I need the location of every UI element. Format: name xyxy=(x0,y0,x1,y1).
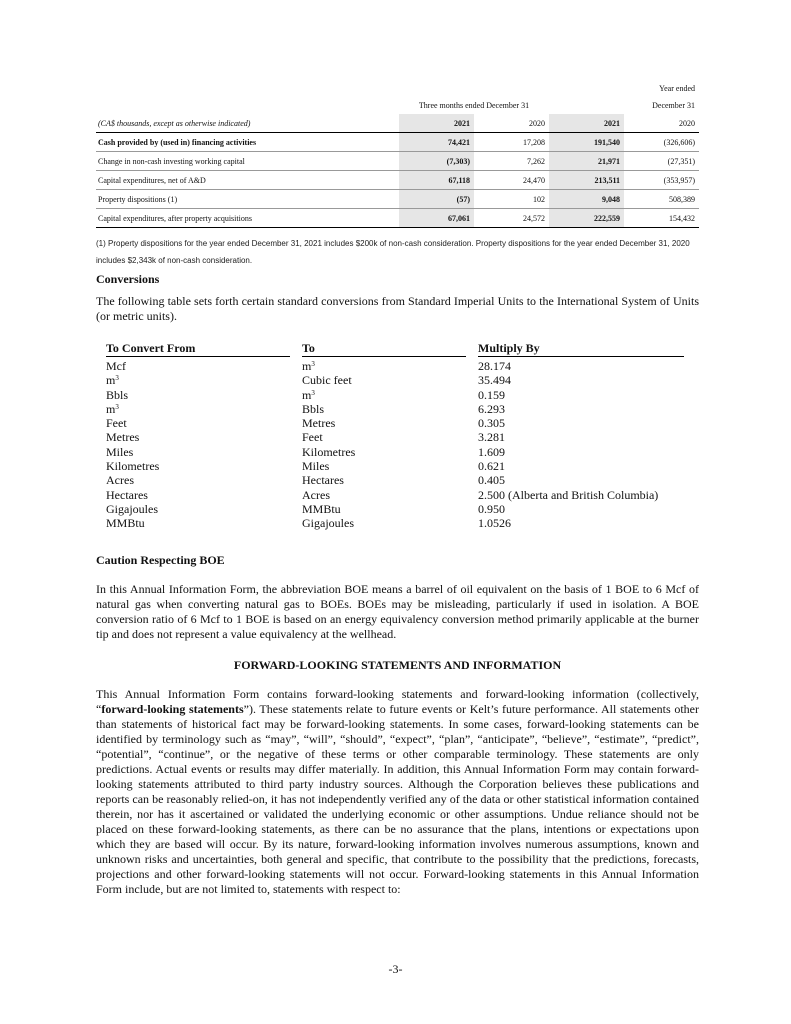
text-after: ”). These statements relate to future events or Kelt’s future performance. All statements other than statements of historical fact may be forward-looking statements. In some cases, forward-looking statements can be identified by terminology such as “may”, “will”, “should”, “expect”, “plan”, “anticipate”, “believe”, “estimate”, “predict”, “potential”, “continue”, or the negative of these terms or other comparable terminology. These statements are only predictions. Actual events or results may differ materially. In addition, this Annual Information Form may contain forward-looking statements attributed to third party industry sources. Although the Corporation believes these publications and reports can be reasonably relied-on, it has not independently verified any of the data or other statistical information contained therein, nor has it ascertained or validated the underlying economic or other assumptions. Undue reliance should not be placed on these forward-looking statements, as there can be no assurance that the plans, intentions or expectations upon which they are based will occur. By its nature, forward-looking information involves numerous assumptions, known and unknown risks and uncertainties, both general and specific, that contribute to the possibility that the predictions, forecasts, projections and other forward-looking statements will not occur. Forward-looking statements in this Annual Information Form include, but are not limited to, statements with respect to: xyxy=(96,702,699,896)
multiply-by-text: 0.305 xyxy=(478,416,505,431)
conversion-row xyxy=(106,416,688,430)
convert-from-text: Acres xyxy=(106,473,134,488)
convert-to xyxy=(302,416,478,430)
cell-value: 67,118 xyxy=(399,171,474,190)
units-label: (CA$ thousands, except as otherwise indicated) xyxy=(96,114,399,133)
convert-to xyxy=(302,445,478,459)
multiply-by xyxy=(478,416,688,430)
convert-to xyxy=(302,502,478,516)
convert-to xyxy=(302,473,478,487)
convert-from xyxy=(106,445,302,459)
conversion-row xyxy=(106,359,688,373)
column-header: 2021 xyxy=(549,114,624,133)
multiply-by xyxy=(478,430,688,444)
convert-to xyxy=(302,402,478,416)
convert-to-text: Cubic feet xyxy=(302,373,352,388)
convert-to-text: Feet xyxy=(302,430,323,445)
convert-from xyxy=(106,502,302,516)
multiply-by-text: 28.174 xyxy=(478,359,511,373)
table-row xyxy=(96,171,699,190)
multiply-by xyxy=(478,502,688,516)
superscript: 3 xyxy=(115,402,119,411)
conversion-row xyxy=(106,388,688,402)
row-label: Capital expenditures, after property acquisitions xyxy=(96,209,399,228)
table-row xyxy=(96,190,699,209)
convert-to-text: Metres xyxy=(302,416,336,431)
cell-value: 17,208 xyxy=(474,133,549,152)
multiply-by-text: 0.621 xyxy=(478,459,505,474)
cell-value: 9,048 xyxy=(549,190,624,209)
caution-text: In this Annual Information Form, the abbreviation BOE means a barrel of oil equivalent on the basis of 1 BOE to 6 Mcf of natural gas when converting natural gas to BOEs. BOEs may be misleading, particularly if used in isolation. A BOE conversion ratio of 6 Mcf to 1 BOE is based on an energy equivalency conversion method primarily applicable at the burner tip and does not represent a value equivalency at the wellhead. xyxy=(96,582,699,641)
multiply-by xyxy=(478,459,688,473)
column-header: 2020 xyxy=(624,114,699,133)
convert-to-text: m xyxy=(302,359,312,373)
conversion-row xyxy=(106,373,688,387)
conversions-intro: The following table sets forth certain standard conversions from Standard Imperial Units to the International System of Units (or metric units). xyxy=(96,294,699,323)
superscript: 3 xyxy=(311,360,315,368)
multiply-by xyxy=(478,359,688,373)
convert-from xyxy=(106,516,302,530)
conversions-header-row xyxy=(106,341,688,358)
convert-from-text: Feet xyxy=(106,416,127,431)
conversion-row xyxy=(106,459,688,473)
convert-from xyxy=(106,402,302,416)
convert-to-text: m xyxy=(302,387,312,402)
row-label: Change in non-cash investing working capital xyxy=(96,152,399,171)
cell-value: 74,421 xyxy=(399,133,474,152)
multiply-by xyxy=(478,388,688,402)
page-number: -3- xyxy=(388,962,403,976)
multiply-by xyxy=(478,473,688,487)
row-label: Cash provided by (used in) financing activities xyxy=(96,133,399,152)
convert-to-text: Miles xyxy=(302,459,330,474)
multiply-by-text: 6.293 xyxy=(478,401,505,416)
multiply-by-text: 1.609 xyxy=(478,444,505,459)
column-header: Multiply By xyxy=(478,341,684,357)
multiply-by-text: 2.500 (Alberta and British Columbia) xyxy=(478,487,659,502)
multiply-by xyxy=(478,402,688,416)
convert-from xyxy=(106,416,302,430)
cell-value: (7,303) xyxy=(399,152,474,171)
cell-value: 508,389 xyxy=(624,190,699,209)
multiply-by-text: 0.405 xyxy=(478,473,505,488)
multiply-by xyxy=(478,445,688,459)
conversions-heading: Conversions xyxy=(96,272,160,286)
convert-to xyxy=(302,488,478,502)
text-before: This Annual Information Form contains forward-looking statements and forward-looking information (collectively, “ xyxy=(96,687,699,716)
row-label: Capital expenditures, net of A&D xyxy=(96,171,399,190)
convert-from xyxy=(106,473,302,487)
convert-from xyxy=(106,488,302,502)
convert-to-text: Bbls xyxy=(302,401,325,416)
multiply-by-text: 0.950 xyxy=(478,501,505,516)
convert-from-text: MMBtu xyxy=(106,516,145,531)
convert-from-text: Bbls xyxy=(106,387,129,402)
conversion-row xyxy=(106,402,688,416)
conversion-row xyxy=(106,430,688,444)
cell-value: (57) xyxy=(399,190,474,209)
convert-from-text: Miles xyxy=(106,444,134,459)
convert-to-text: MMBtu xyxy=(302,501,341,516)
cell-value: 24,572 xyxy=(474,209,549,228)
cell-value: 24,470 xyxy=(474,171,549,190)
convert-from-text: m xyxy=(106,373,116,388)
cell-value: (27,351) xyxy=(624,152,699,171)
multiply-by-text: 1.0526 xyxy=(478,516,511,531)
convert-to xyxy=(302,516,478,530)
cell-value: 7,262 xyxy=(474,152,549,171)
conversion-row xyxy=(106,502,688,516)
defined-term: forward-looking statements xyxy=(101,702,244,716)
convert-from xyxy=(106,373,302,387)
cell-value: 191,540 xyxy=(549,133,624,152)
cell-value: 21,971 xyxy=(549,152,624,171)
superscript: 3 xyxy=(311,388,315,397)
convert-from xyxy=(106,388,302,402)
multiply-by-text: 3.281 xyxy=(478,430,505,445)
multiply-by-text: 35.494 xyxy=(478,373,511,388)
cell-value: 222,559 xyxy=(549,209,624,228)
row-label: Property dispositions (1) xyxy=(96,190,399,209)
convert-to xyxy=(302,388,478,402)
multiply-by-text: 0.159 xyxy=(478,387,505,402)
convert-to-text: Kilometres xyxy=(302,444,356,459)
column-header: To Convert From xyxy=(106,341,290,357)
multiply-by xyxy=(478,488,688,502)
convert-from-text: m xyxy=(106,401,116,416)
table-footnote: (1) Property dispositions for the year ended December 31, 2021 includes $200k of non-cash consideration. Property dispositions for the year ended December 31, 2020 includes $2,343k of non-cash consideration. xyxy=(96,239,690,265)
table-row xyxy=(96,133,699,152)
convert-to xyxy=(302,359,478,373)
header-december-31: December 31 xyxy=(652,101,695,110)
convert-from xyxy=(106,430,302,444)
cell-value: 102 xyxy=(474,190,549,209)
caution-heading: Caution Respecting BOE xyxy=(96,553,225,567)
convert-from-text: Kilometres xyxy=(106,459,160,474)
convert-from-text: Gigajoules xyxy=(106,501,158,516)
conversions-table xyxy=(106,341,688,531)
column-header: 2020 xyxy=(474,114,549,133)
header-three-months: Three months ended December 31 xyxy=(418,101,530,110)
convert-from xyxy=(106,359,302,373)
convert-to xyxy=(302,459,478,473)
table-row xyxy=(96,152,699,171)
column-header: To xyxy=(302,341,466,357)
convert-to-text: Hectares xyxy=(302,473,344,488)
column-header: 2021 xyxy=(399,114,474,133)
cell-value: 154,432 xyxy=(624,209,699,228)
convert-to-text: Gigajoules xyxy=(302,516,354,531)
header-year-ended: Year ended xyxy=(659,84,695,93)
forward-looking-text xyxy=(96,687,699,897)
cell-value: 213,511 xyxy=(549,171,624,190)
convert-to-text: Acres xyxy=(302,487,330,502)
superscript: 3 xyxy=(115,374,119,383)
financial-table xyxy=(96,80,699,228)
forward-looking-title: FORWARD-LOOKING STATEMENTS AND INFORMATION xyxy=(233,658,562,672)
multiply-by xyxy=(478,516,688,530)
conversion-row xyxy=(106,516,688,530)
convert-to xyxy=(302,430,478,444)
conversion-row xyxy=(106,473,688,487)
convert-from-text: Hectares xyxy=(106,487,148,502)
conversion-row xyxy=(106,488,688,502)
convert-to xyxy=(302,373,478,387)
multiply-by xyxy=(478,373,688,387)
conversion-row xyxy=(106,445,688,459)
convert-from xyxy=(106,459,302,473)
cell-value: 67,061 xyxy=(399,209,474,228)
table-row xyxy=(96,209,699,228)
convert-from-text: Mcf xyxy=(106,359,126,373)
cell-value: (326,606) xyxy=(624,133,699,152)
cell-value: (353,957) xyxy=(624,171,699,190)
convert-from-text: Metres xyxy=(106,430,140,445)
